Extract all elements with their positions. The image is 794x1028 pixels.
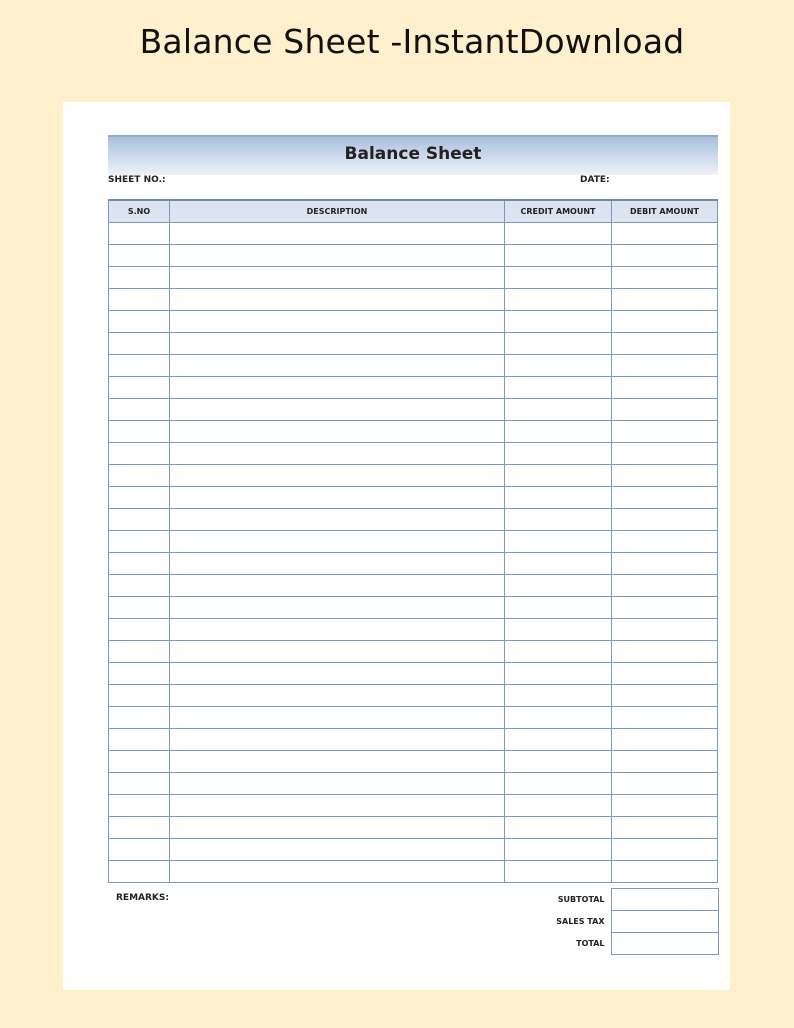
credit-amount-cell[interactable] <box>505 729 612 751</box>
sno-cell[interactable] <box>109 553 170 575</box>
debit-amount-cell[interactable] <box>612 267 718 289</box>
debit-amount-cell[interactable] <box>612 707 718 729</box>
description-cell[interactable] <box>170 663 505 685</box>
credit-amount-cell[interactable] <box>505 861 612 883</box>
table-row <box>109 377 718 399</box>
description-cell[interactable] <box>170 861 505 883</box>
description-cell[interactable] <box>170 839 505 861</box>
header-description: DESCRIPTION <box>170 200 505 223</box>
sno-cell[interactable] <box>109 531 170 553</box>
debit-amount-cell[interactable] <box>612 641 718 663</box>
description-cell[interactable] <box>170 465 505 487</box>
description-cell[interactable] <box>170 531 505 553</box>
banner-title: Balance Sheet -InstantDownload <box>139 22 685 61</box>
sno-cell[interactable] <box>109 399 170 421</box>
credit-amount-cell[interactable] <box>505 355 612 377</box>
description-cell[interactable] <box>170 311 505 333</box>
credit-amount-cell[interactable] <box>505 245 612 267</box>
credit-amount-cell[interactable] <box>505 333 612 355</box>
debit-amount-cell[interactable] <box>612 355 718 377</box>
sno-cell[interactable] <box>109 575 170 597</box>
debit-amount-cell[interactable] <box>612 443 718 465</box>
description-cell[interactable] <box>170 377 505 399</box>
total-row <box>533 933 718 955</box>
debit-amount-cell[interactable] <box>612 861 718 883</box>
sno-cell[interactable] <box>109 421 170 443</box>
credit-amount-cell[interactable] <box>505 531 612 553</box>
sno-cell[interactable] <box>109 685 170 707</box>
credit-amount-cell[interactable] <box>505 751 612 773</box>
debit-amount-cell[interactable] <box>612 531 718 553</box>
credit-amount-cell[interactable] <box>505 311 612 333</box>
table-row <box>109 443 718 465</box>
debit-amount-cell[interactable] <box>612 795 718 817</box>
debit-amount-cell[interactable] <box>612 575 718 597</box>
description-cell[interactable] <box>170 707 505 729</box>
table-row <box>109 355 718 377</box>
description-cell[interactable] <box>170 399 505 421</box>
table-row <box>109 553 718 575</box>
sno-cell[interactable] <box>109 465 170 487</box>
ledger-table <box>108 199 718 883</box>
sales-tax-row <box>533 911 718 933</box>
description-cell[interactable] <box>170 729 505 751</box>
credit-amount-cell[interactable] <box>505 487 612 509</box>
credit-amount-cell[interactable] <box>505 553 612 575</box>
sno-cell[interactable] <box>109 245 170 267</box>
table-row <box>109 399 718 421</box>
table-row <box>109 817 718 839</box>
debit-amount-cell[interactable] <box>612 245 718 267</box>
total-label: TOTAL <box>576 939 605 948</box>
credit-amount-cell[interactable] <box>505 421 612 443</box>
description-cell[interactable] <box>170 641 505 663</box>
subtotal-row <box>533 889 718 911</box>
table-row <box>109 751 718 773</box>
sales-tax-field[interactable] <box>611 911 718 933</box>
sno-cell[interactable] <box>109 311 170 333</box>
sno-cell[interactable] <box>109 751 170 773</box>
table-row <box>109 333 718 355</box>
table-row <box>109 641 718 663</box>
table-row <box>109 861 718 883</box>
table-row <box>109 773 718 795</box>
description-cell[interactable] <box>170 817 505 839</box>
table-row <box>109 663 718 685</box>
total-field[interactable] <box>611 933 718 955</box>
credit-amount-cell[interactable] <box>505 465 612 487</box>
sno-cell[interactable] <box>109 509 170 531</box>
sno-cell[interactable] <box>109 641 170 663</box>
debit-amount-cell[interactable] <box>612 333 718 355</box>
table-row <box>109 531 718 553</box>
description-cell[interactable] <box>170 685 505 707</box>
credit-amount-cell[interactable] <box>505 707 612 729</box>
description-cell[interactable] <box>170 333 505 355</box>
description-cell[interactable] <box>170 553 505 575</box>
table-row <box>109 487 718 509</box>
table-row <box>109 685 718 707</box>
sno-cell[interactable] <box>109 223 170 245</box>
debit-amount-cell[interactable] <box>612 289 718 311</box>
sno-cell[interactable] <box>109 663 170 685</box>
debit-amount-cell[interactable] <box>612 553 718 575</box>
sno-cell[interactable] <box>109 773 170 795</box>
description-cell[interactable] <box>170 509 505 531</box>
credit-amount-cell[interactable] <box>505 663 612 685</box>
ledger-header-row <box>109 200 718 223</box>
description-cell[interactable] <box>170 355 505 377</box>
description-cell[interactable] <box>170 597 505 619</box>
debit-amount-cell[interactable] <box>612 729 718 751</box>
credit-amount-cell[interactable] <box>505 597 612 619</box>
sno-cell[interactable] <box>109 289 170 311</box>
sales-tax-label: SALES TAX <box>556 917 605 926</box>
sno-cell[interactable] <box>109 861 170 883</box>
sno-cell[interactable] <box>109 487 170 509</box>
table-row <box>109 465 718 487</box>
table-row <box>109 619 718 641</box>
description-cell[interactable] <box>170 773 505 795</box>
subtotal-label: SUBTOTAL <box>557 895 605 904</box>
sheet-title: Balance Sheet <box>344 144 482 164</box>
credit-amount-cell[interactable] <box>505 575 612 597</box>
description-cell[interactable] <box>170 267 505 289</box>
table-row <box>109 707 718 729</box>
totals-table <box>533 888 719 955</box>
debit-amount-cell[interactable] <box>612 773 718 795</box>
table-row <box>109 597 718 619</box>
table-row <box>109 245 718 267</box>
debit-amount-cell[interactable] <box>612 311 718 333</box>
credit-amount-cell[interactable] <box>505 685 612 707</box>
credit-amount-cell[interactable] <box>505 817 612 839</box>
credit-amount-cell[interactable] <box>505 443 612 465</box>
sno-cell[interactable] <box>109 597 170 619</box>
credit-amount-cell[interactable] <box>505 839 612 861</box>
table-row <box>109 311 718 333</box>
balance-sheet-page <box>63 102 730 990</box>
debit-amount-cell[interactable] <box>612 663 718 685</box>
description-cell[interactable] <box>170 619 505 641</box>
sno-cell[interactable] <box>109 443 170 465</box>
debit-amount-cell[interactable] <box>612 839 718 861</box>
table-row <box>109 267 718 289</box>
description-cell[interactable] <box>170 575 505 597</box>
table-row <box>109 575 718 597</box>
sno-cell[interactable] <box>109 729 170 751</box>
credit-amount-cell[interactable] <box>505 619 612 641</box>
header-sno: S.NO <box>109 200 170 223</box>
sno-cell[interactable] <box>109 817 170 839</box>
sheet-no-label: SHEET NO.: <box>108 175 166 185</box>
debit-amount-cell[interactable] <box>612 487 718 509</box>
sno-cell[interactable] <box>109 707 170 729</box>
header-credit-amount: CREDIT AMOUNT <box>505 200 612 223</box>
description-cell[interactable] <box>170 795 505 817</box>
credit-amount-cell[interactable] <box>505 773 612 795</box>
description-cell[interactable] <box>170 443 505 465</box>
subtotal-field[interactable] <box>611 889 718 911</box>
header-debit-amount: DEBIT AMOUNT <box>612 200 718 223</box>
sno-cell[interactable] <box>109 267 170 289</box>
description-cell[interactable] <box>170 751 505 773</box>
credit-amount-cell[interactable] <box>505 377 612 399</box>
date-label: DATE: <box>580 175 610 185</box>
debit-amount-cell[interactable] <box>612 619 718 641</box>
description-cell[interactable] <box>170 289 505 311</box>
table-row <box>109 839 718 861</box>
sno-cell[interactable] <box>109 839 170 861</box>
sno-cell[interactable] <box>109 377 170 399</box>
debit-amount-cell[interactable] <box>612 817 718 839</box>
table-row <box>109 289 718 311</box>
credit-amount-cell[interactable] <box>505 289 612 311</box>
description-cell[interactable] <box>170 421 505 443</box>
debit-amount-cell[interactable] <box>612 597 718 619</box>
sno-cell[interactable] <box>109 355 170 377</box>
table-row <box>109 729 718 751</box>
debit-amount-cell[interactable] <box>612 751 718 773</box>
debit-amount-cell[interactable] <box>612 465 718 487</box>
debit-amount-cell[interactable] <box>612 685 718 707</box>
table-row <box>109 421 718 443</box>
credit-amount-cell[interactable] <box>505 223 612 245</box>
description-cell[interactable] <box>170 487 505 509</box>
sno-cell[interactable] <box>109 333 170 355</box>
table-row <box>109 223 718 245</box>
debit-amount-cell[interactable] <box>612 377 718 399</box>
credit-amount-cell[interactable] <box>505 267 612 289</box>
remarks-label: REMARKS: <box>116 893 169 903</box>
description-cell[interactable] <box>170 245 505 267</box>
debit-amount-cell[interactable] <box>612 509 718 531</box>
sno-cell[interactable] <box>109 795 170 817</box>
sno-cell[interactable] <box>109 619 170 641</box>
credit-amount-cell[interactable] <box>505 641 612 663</box>
credit-amount-cell[interactable] <box>505 795 612 817</box>
credit-amount-cell[interactable] <box>505 399 612 421</box>
description-cell[interactable] <box>170 223 505 245</box>
table-row <box>109 509 718 531</box>
debit-amount-cell[interactable] <box>612 223 718 245</box>
table-row <box>109 795 718 817</box>
credit-amount-cell[interactable] <box>505 509 612 531</box>
debit-amount-cell[interactable] <box>612 399 718 421</box>
debit-amount-cell[interactable] <box>612 421 718 443</box>
